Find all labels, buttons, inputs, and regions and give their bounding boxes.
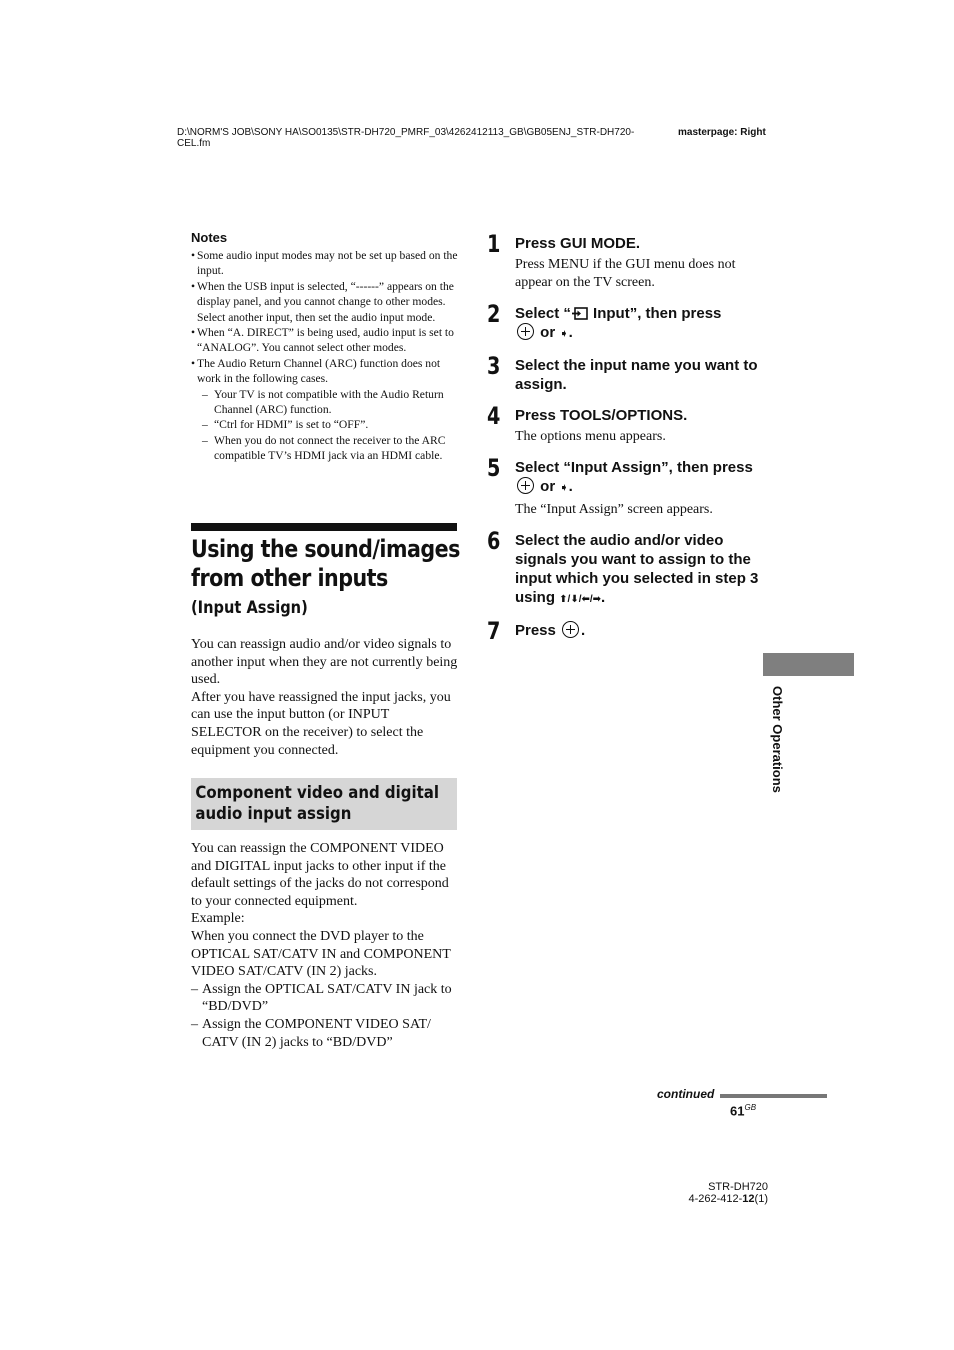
step-number: 5 xyxy=(487,454,501,482)
note-subitem: – “Ctrl for HDMI” is set to “OFF”. xyxy=(202,418,369,432)
input-icon xyxy=(572,306,588,319)
subsection-heading-box xyxy=(191,778,457,830)
note-subitem: – When you do not connect the receiver to the ARC compatible TV’s HDMI jack via an HDMI cable. xyxy=(202,433,446,463)
intro-text xyxy=(191,636,459,759)
arrow-keys-icon: ⬆/⬇/⬅/➡ xyxy=(559,594,602,605)
step-number: 4 xyxy=(487,402,501,430)
notes-block xyxy=(191,230,458,464)
intro-paragraph-1: You can reassign audio and/or video signals to another input when they are not currently being used. xyxy=(191,637,458,688)
step-number: 1 xyxy=(487,230,501,258)
page-title-line-1: Using the sound/images xyxy=(191,535,460,563)
subsection-title-line-1: Component video and digital xyxy=(195,783,439,803)
step-description: The options menu appears. xyxy=(515,429,666,444)
model-name: STR-DH720 xyxy=(708,1181,768,1193)
step-heading: Press GUI MODE. xyxy=(515,235,641,252)
continued-rule xyxy=(720,1094,827,1098)
part-code: 4-262-412-12(1) xyxy=(688,1193,768,1205)
page-subtitle: (Input Assign) xyxy=(191,598,308,618)
step-description: The “Input Assign” screen appears. xyxy=(515,502,713,517)
step-heading: Select “ Input”, then press or ➧. xyxy=(515,305,722,341)
step-2 xyxy=(487,300,767,344)
notes-list xyxy=(191,248,458,464)
file-path-header: D:\NORM'S JOB\SONY HA\SO0135\STR-DH720_PMRF_03\4262412113_GB\GB05ENJ_STR-DH720-CEL.fm xyxy=(177,127,635,149)
step-number: 3 xyxy=(487,352,501,380)
example-label: Example: xyxy=(191,911,245,927)
chapter-tab xyxy=(763,653,854,676)
subsection-body xyxy=(191,840,459,1051)
enter-button-icon xyxy=(562,621,579,638)
example-text: When you connect the DVD player to the OPTICAL SAT/CATV IN and COMPONENT VIDEO SAT/CATV (IN 2) jacks. xyxy=(191,928,451,980)
step-1 xyxy=(487,230,767,292)
step-number: 2 xyxy=(487,300,501,328)
step-heading: Select “Input Assign”, then press or ➧. xyxy=(515,459,753,495)
assign-item: – Assign the OPTICAL SAT/CATV IN jack to “BD/DVD” xyxy=(191,981,452,1015)
step-4 xyxy=(487,402,767,446)
note-item: • The Audio Return Channel (ARC) function does not work in the following cases. – Your TV is not compatible with the Audio Return Channel (ARC) function. – “Ctrl for HDMI” is set to “OFF”. – When you do not connect the receiver to the ARC compatible TV’s HDMI jack via an HDMI cable. xyxy=(191,356,458,464)
step-6 xyxy=(487,527,767,609)
right-arrow-icon: ➧ xyxy=(559,328,569,340)
section-heading xyxy=(191,523,460,619)
note-item: • Some audio input modes may not be set up based on the input. xyxy=(191,249,458,278)
step-heading: Select the audio and/or video signals you want to assign to the input which you selected in step 3 using ⬆/⬇/⬅/➡. xyxy=(515,532,759,606)
step-number: 7 xyxy=(487,617,501,645)
note-subitem: – Your TV is not compatible with the Audio Return Channel (ARC) function. xyxy=(202,387,444,417)
subsection-title-line-2: audio input assign xyxy=(195,804,352,824)
step-number: 6 xyxy=(487,527,501,555)
subsection-paragraph: You can reassign the COMPONENT VIDEO and DIGITAL input jacks to other input if the default settings of the jacks do not correspond to your connected equipment. xyxy=(191,841,449,909)
right-arrow-icon: ➧ xyxy=(559,482,569,494)
masterpage-label: masterpage: Right xyxy=(678,127,766,138)
step-heading: Press TOOLS/OPTIONS. xyxy=(515,407,688,424)
enter-button-icon xyxy=(517,477,534,494)
steps-list xyxy=(487,230,767,645)
step-description: Press MENU if the GUI menu does not appear on the TV screen. xyxy=(515,257,736,290)
assign-item: – Assign the COMPONENT VIDEO SAT/ CATV (IN 2) jacks to “BD/DVD” xyxy=(191,1016,431,1050)
note-item: • When the USB input is selected, “------” appears on the display panel, and you cannot change to other modes. Select another input, then set the audio input mode. xyxy=(191,279,454,324)
continued-label: continued xyxy=(657,1087,715,1101)
note-item: • When “A. DIRECT” is being used, audio input is set to “ANALOG”. You cannot select other modes. xyxy=(191,326,454,355)
step-heading: Press . xyxy=(515,622,586,639)
title-rule xyxy=(191,523,457,531)
chapter-label: Other Operations xyxy=(770,686,785,793)
notes-title: Notes xyxy=(191,230,228,245)
intro-paragraph-2: After you have reassigned the input jacks, you can use the input button (or INPUT SELECTOR on the receiver) to select the equipment you connected. xyxy=(191,689,451,758)
page-title-line-2: from other inputs xyxy=(191,564,388,592)
note-sublist xyxy=(197,387,458,464)
enter-button-icon xyxy=(517,323,534,340)
step-7 xyxy=(487,617,767,645)
step-5 xyxy=(487,454,767,519)
page-number: $61^{GB}$ xyxy=(730,1103,757,1119)
step-heading: Select the input name you want to assign. xyxy=(515,357,758,393)
model-footer xyxy=(686,1181,768,1205)
step-3 xyxy=(487,352,767,394)
